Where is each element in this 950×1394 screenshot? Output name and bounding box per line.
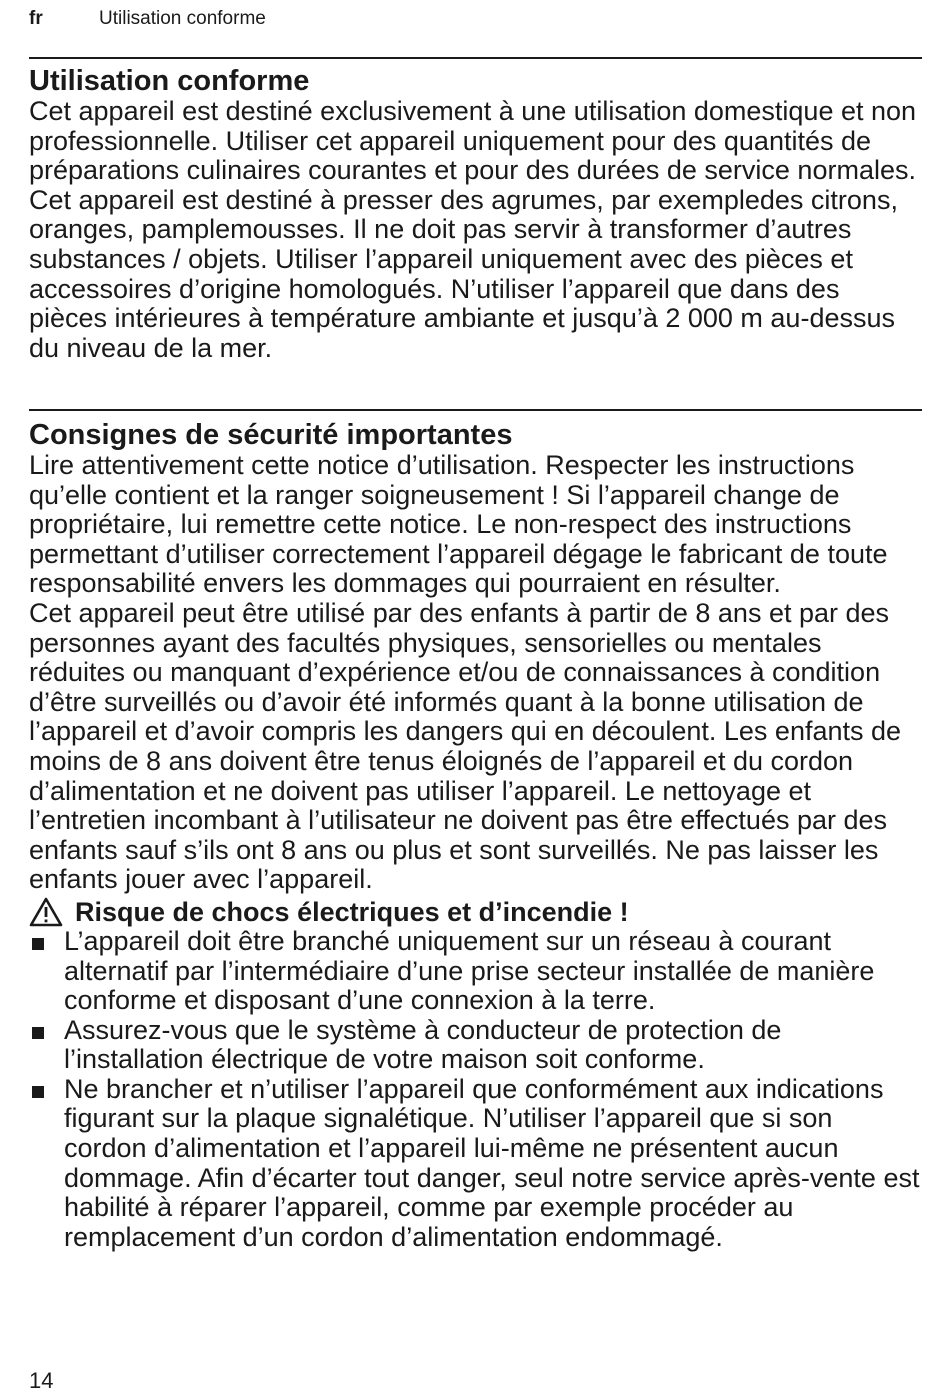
safety-paragraph-2: Cet appareil peut être utilisé par des enfants à partir de 8 ans et par des personnes ayant des facultés physiques, sensorielles ou mentales réduites ou manquant d’expérience et/ou de connaissances à condition d’être surveillés ou d’avoir été informés quant à la bonne utilisation de l’appareil et d’avoir compris les dangers qui en découlent. Les enfants de moins de 8 ans doivent être tenus éloignés de l’appareil et du cordon d’alimentation et ne doivent pas utiliser l’appareil. Le nettoyage et l’entretien incombant à l’utilisateur ne doivent pas être effectués par des enfants sauf s’ils ont 8 ans ou plus et sont surveillés. Ne pas laisser les enfants jouer avec l’appareil. bbox=[29, 597, 902, 895]
usage-text: Cet appareil est destiné exclusivement à une utilisation domestique et non professionnelle. Utiliser cet appareil uniquement pour des quantités de préparations culinaires courantes et pour des durées de service normales. Cet appareil est destiné à presser des agrumes, par exempledes citrons, oranges, pamplemousses. Il ne doit pas servir à transformer d’autres substances / objets. Utiliser l’appareil uniquement avec des pièces et accessoires d’origine homologués. N’utiliser l’appareil que dans des pièces intérieures à température ambiante et jusqu’à 2 000 m au-dessus du niveau de la mer. bbox=[29, 96, 917, 363]
list-item bbox=[29, 1016, 922, 1075]
safety-paragraph-1: Lire attentivement cette notice d’utilisation. Respecter les instructions qu’elle contient et la ranger soigneusement ! Si l’appareil change de propriétaire, lui remettre cette notice. Le non-respect des instructions permettant d’utiliser correctement l’appareil dégage le fabricant de toute responsabilité envers les dommages qui pourraient en résulter. bbox=[29, 450, 888, 599]
usage-section bbox=[29, 66, 922, 363]
list-item bbox=[29, 1075, 922, 1253]
language-code: fr bbox=[29, 8, 43, 29]
list-item-text: Ne brancher et n’utiliser l’appareil que conformément aux indications figurant sur la plaque signalétique. N’utiliser l’appareil que si son cordon d’alimentation et l’appareil lui-même ne présentent aucun dommage. Afin d’écarter tout danger, seul notre service après-vente est habilité à réparer l’appareil, comme par exemple procéder au remplacement d’un cordon d’alimentation endommagé. bbox=[64, 1073, 920, 1252]
list-item-text: L’appareil doit être branché uniquement sur un réseau à courant alternatif par l’intermédiaire d’une prise secteur installée de manière conforme et disposant d’une connexion à la terre. bbox=[64, 925, 875, 1016]
page-number: 14 bbox=[29, 1368, 54, 1393]
safety-section bbox=[29, 420, 922, 1252]
running-title: Utilisation conforme bbox=[99, 8, 266, 29]
bullet-square-icon bbox=[32, 1027, 44, 1039]
list-item bbox=[29, 927, 922, 1016]
list-item-text: Assurez-vous que le système à conducteur de protection de l’installation électrique de votre maison soit conforme. bbox=[64, 1014, 782, 1075]
bullet-square-icon bbox=[32, 1086, 44, 1098]
warning-title: Risque de chocs électriques et d’incendie ! bbox=[75, 896, 629, 927]
header-rule bbox=[29, 57, 922, 59]
usage-title: Utilisation conforme bbox=[29, 65, 310, 97]
bullet-square-icon bbox=[32, 938, 44, 950]
safety-title: Consignes de sécurité importantes bbox=[29, 419, 513, 451]
warning-list bbox=[29, 927, 922, 1253]
warning-triangle-icon bbox=[29, 897, 63, 927]
warning-heading bbox=[29, 897, 922, 927]
section-rule bbox=[29, 409, 922, 411]
page-header bbox=[29, 6, 922, 36]
